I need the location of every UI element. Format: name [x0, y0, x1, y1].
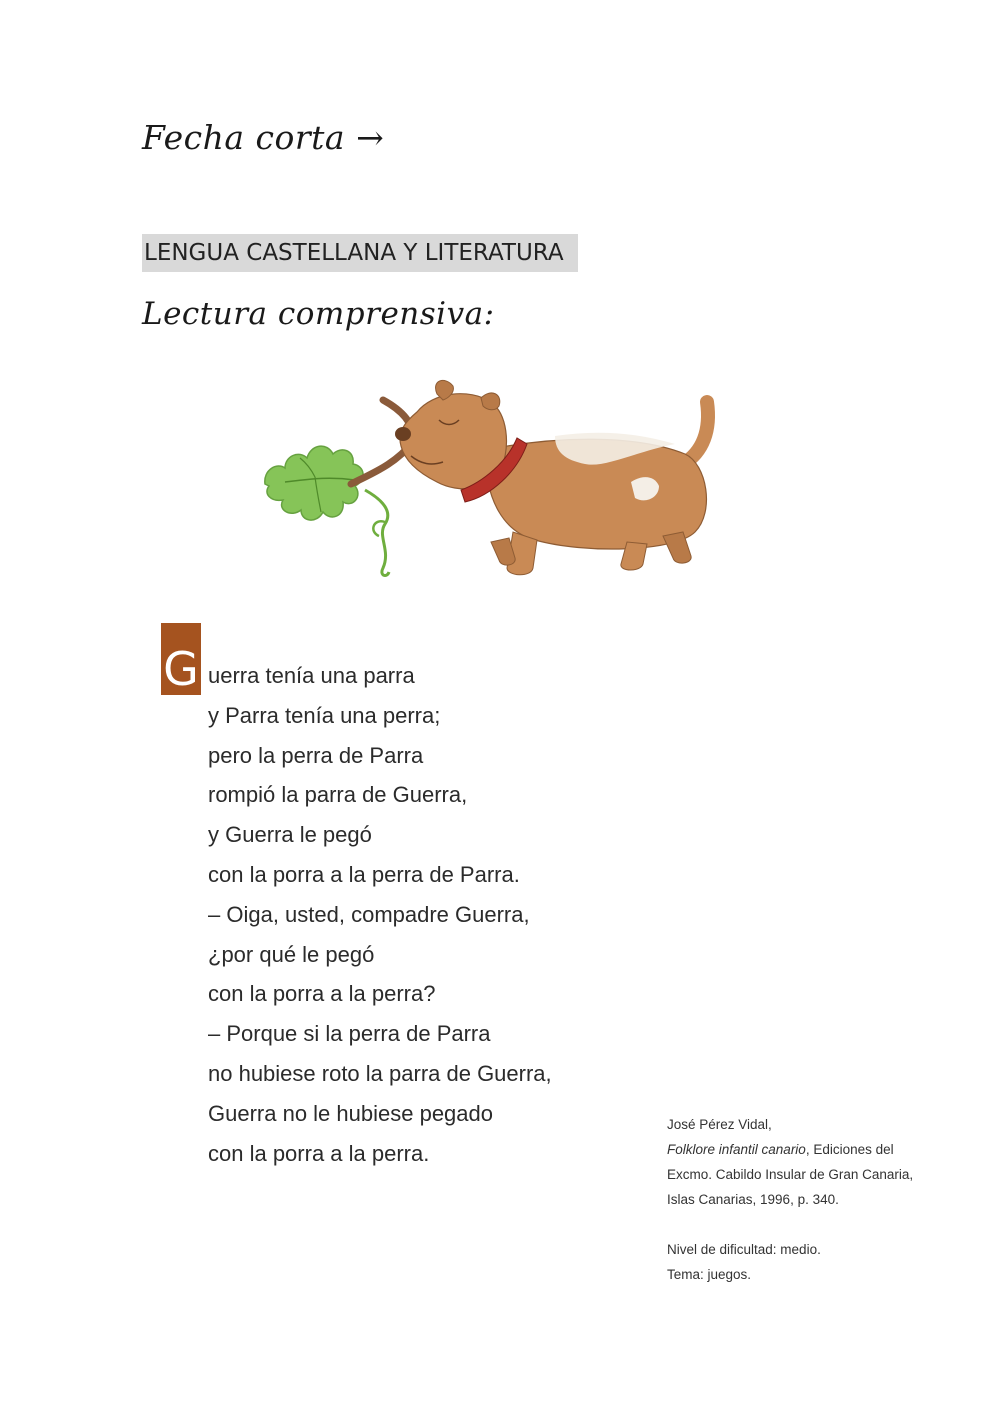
poem	[208, 656, 552, 1173]
citation-source-line	[667, 1137, 967, 1162]
citation-publisher: , Ediciones del	[805, 1142, 894, 1157]
poem-line: – Porque si la perra de Parra	[208, 1021, 491, 1047]
citation-line: Islas Canarias, 1996, p. 340.	[667, 1192, 839, 1207]
dog-with-vine-illustration	[255, 372, 735, 592]
citation-author: José Pérez Vidal,	[667, 1117, 772, 1132]
poem-line: con la porra a la perra.	[208, 1140, 430, 1166]
poem-line: no hubiese roto la parra de Guerra,	[208, 1060, 552, 1086]
date-label: Fecha corta →	[142, 118, 385, 157]
theme-label: Tema: juegos.	[667, 1267, 752, 1282]
section-title: Lectura comprensiva:	[142, 296, 495, 332]
citation	[667, 1112, 967, 1287]
poem-line: Guerra no le hubiese pegado	[208, 1100, 493, 1126]
drop-cap: G	[161, 623, 201, 695]
poem-line: rompió la parra de Guerra,	[208, 782, 468, 808]
poem-line: ¿por qué le pegó	[208, 941, 375, 967]
poem-line: – Oiga, usted, compadre Guerra,	[208, 901, 530, 927]
citation-line: Excmo. Cabildo Insular de Gran Canaria,	[667, 1167, 914, 1182]
poem-line: uerra tenía una parra	[208, 663, 415, 688]
difficulty-level: Nivel de dificultad: medio.	[667, 1242, 821, 1257]
subject-heading: LENGUA CASTELLANA Y LITERATURA	[142, 234, 578, 272]
poem-line: y Guerra le pegó	[208, 822, 372, 848]
poem-line: con la porra a la perra de Parra.	[208, 861, 520, 887]
poem-line: con la porra a la perra?	[208, 981, 436, 1007]
poem-line: pero la perra de Parra	[208, 742, 424, 768]
vine-leaf-icon	[265, 446, 389, 575]
poem-line: y Parra tenía una perra;	[208, 702, 441, 728]
citation-book-title: Folklore infantil canario	[667, 1142, 806, 1157]
